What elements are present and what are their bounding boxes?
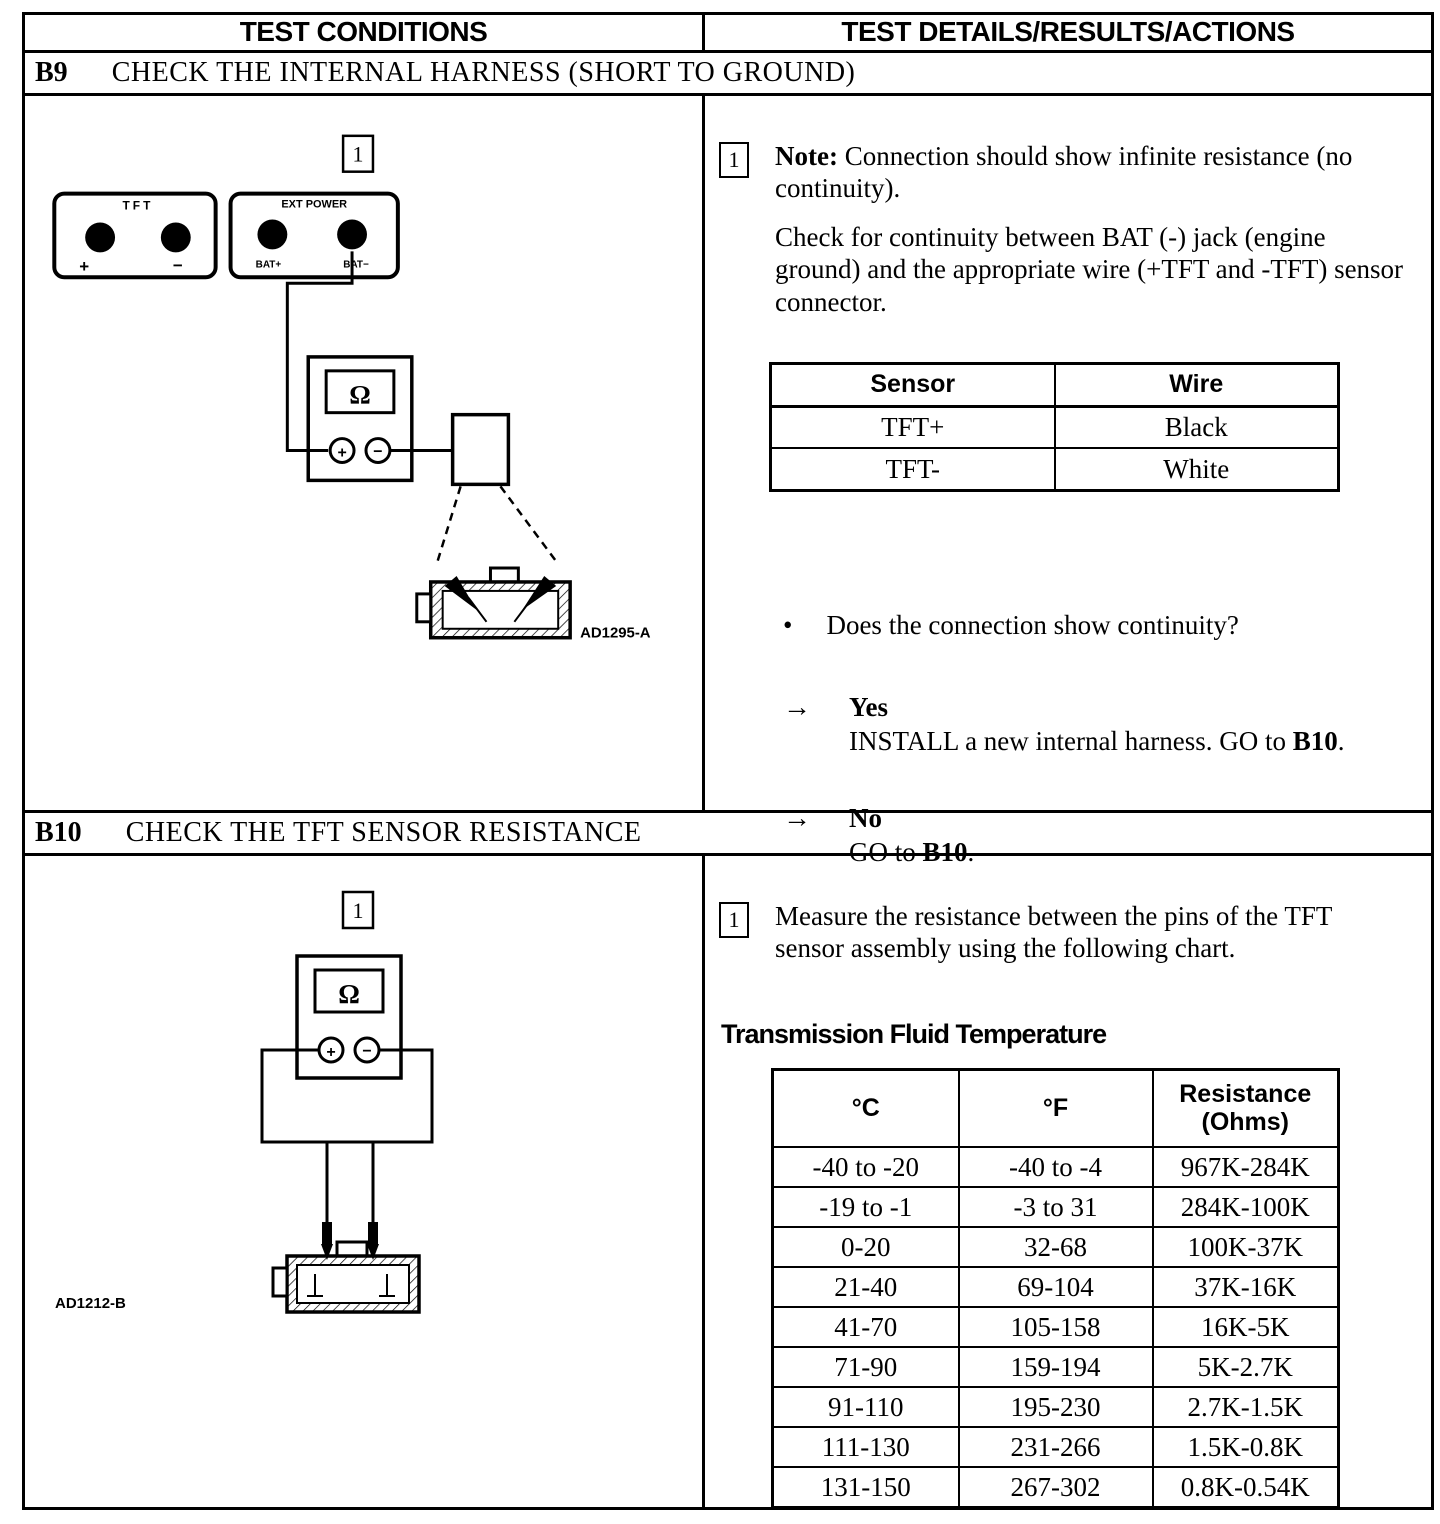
- no-action: GO to B10.: [849, 837, 975, 868]
- table-cell: Black: [1055, 406, 1339, 448]
- yes-label: Yes: [849, 691, 888, 722]
- ohmmeter: [297, 956, 401, 1078]
- column-header-test-conditions: TEST CONDITIONS: [25, 15, 705, 50]
- table-cell: -40 to -20: [773, 1147, 959, 1187]
- table-cell: 131-150: [773, 1467, 959, 1507]
- table-cell: 0.8K-0.54K: [1153, 1467, 1339, 1507]
- bat-minus-label: BAT−: [343, 259, 369, 271]
- manual-page: [22, 12, 1434, 1510]
- table-cell: 91-110: [773, 1387, 959, 1427]
- table-row: [773, 1227, 1339, 1267]
- table-row: [773, 1387, 1339, 1427]
- table-cell: -19 to -1: [773, 1187, 959, 1227]
- tft-sensor-connector: [273, 1242, 419, 1312]
- table-cell: 5K-2.7K: [1153, 1347, 1339, 1387]
- b9-test-details-cell: [705, 96, 1431, 868]
- tft-label: TFT: [122, 198, 154, 213]
- table-cell: 41-70: [773, 1307, 959, 1347]
- section-b10-id: B10: [35, 817, 82, 848]
- section-b10-body: [25, 856, 1431, 1507]
- b9-answer-yes: [783, 691, 1431, 759]
- table-cell: 284K-100K: [1153, 1187, 1339, 1227]
- bat-plus-jack: [257, 219, 287, 249]
- table-row: [773, 1267, 1339, 1307]
- figure-id-b10: AD1212-B: [55, 1295, 126, 1312]
- column-header-wire: Wire: [1055, 363, 1339, 406]
- b10-test-details-cell: [705, 856, 1431, 1507]
- table-cell: 0-20: [773, 1227, 959, 1267]
- step-number-box: 1: [719, 902, 749, 938]
- section-b9-title: CHECK THE INTERNAL HARNESS (SHORT TO GROUND): [111, 57, 856, 88]
- table-row: [773, 1147, 1339, 1187]
- table-cell: 159-194: [959, 1347, 1153, 1387]
- step-number: 1: [352, 141, 364, 167]
- b9-test-conditions-cell: [25, 96, 705, 810]
- table-row: [771, 448, 1339, 490]
- bat-plus-label: BAT+: [255, 259, 282, 271]
- table-cell: 111-130: [773, 1427, 959, 1467]
- ohm-symbol: Ω: [349, 379, 371, 410]
- step-number-box: 1: [719, 142, 749, 178]
- arrow-icon: →: [783, 803, 811, 835]
- b10-step-1: [719, 900, 1413, 965]
- table-cell: 105-158: [959, 1307, 1153, 1347]
- table-row: [773, 1467, 1339, 1507]
- b9-question-text: Does the connection show continuity?: [826, 609, 1239, 640]
- table-row: [773, 1307, 1339, 1347]
- probe-tip-right: [368, 1222, 378, 1244]
- meter-minus-terminal: −: [362, 1043, 372, 1060]
- probe-tip-left: [322, 1222, 332, 1244]
- b10-diagram: [25, 856, 705, 1507]
- section-b9-title-row: [25, 53, 1431, 96]
- table-cell: TFT-: [771, 448, 1055, 490]
- table-header-row: [773, 1069, 1339, 1147]
- step-number: 1: [352, 898, 364, 923]
- table-cell: 195-230: [959, 1387, 1153, 1427]
- table-cell: 69-104: [959, 1267, 1153, 1307]
- ext-power-label: EXT POWER: [281, 198, 348, 211]
- tft-minus-label: −: [172, 256, 183, 276]
- table-cell: TFT+: [771, 406, 1055, 448]
- table-row: [773, 1187, 1339, 1227]
- ohmmeter: [308, 357, 412, 480]
- tft-minus-jack: [161, 222, 191, 252]
- table-cell: -40 to -4: [959, 1147, 1153, 1187]
- bat-minus-jack: [337, 219, 367, 249]
- b9-note: Note: Connection should show infinite resistance (no continuity).: [775, 141, 1353, 204]
- b10-instruction: Measure the resistance between the pins of the TFT sensor assembly using the following chart.: [775, 901, 1332, 964]
- yes-action: INSTALL a new internal harness. GO to B10.: [849, 725, 1345, 756]
- column-header-fahrenheit: °F: [959, 1069, 1153, 1147]
- column-header-row: [25, 15, 1431, 53]
- table-cell: 32-68: [959, 1227, 1153, 1267]
- column-header-sensor: Sensor: [771, 363, 1055, 406]
- b9-question: [783, 610, 1431, 641]
- table-cell: 21-40: [773, 1267, 959, 1307]
- table-cell: 231-266: [959, 1427, 1153, 1467]
- probe-block: [453, 415, 509, 485]
- table-cell: 16K-5K: [1153, 1307, 1339, 1347]
- bullet-marker: •: [783, 609, 793, 640]
- temperature-resistance-table: [771, 1068, 1340, 1509]
- tft-plus-label: +: [79, 257, 90, 277]
- meter-minus-terminal: −: [373, 443, 383, 461]
- table-header-row: [771, 363, 1339, 406]
- b10-test-conditions-cell: [25, 856, 705, 1507]
- table-cell: -3 to 31: [959, 1187, 1153, 1227]
- figure-id-b9: AD1295-A: [580, 624, 651, 642]
- column-header-test-details: TEST DETAILS/RESULTS/ACTIONS: [841, 16, 1295, 47]
- b9-diagram: [25, 96, 705, 810]
- table-cell: 2.7K-1.5K: [1153, 1387, 1339, 1427]
- table-cell: 37K-16K: [1153, 1267, 1339, 1307]
- table-cell: 267-302: [959, 1467, 1153, 1507]
- section-b9-id: B9: [35, 57, 68, 88]
- ext-power-panel: [231, 194, 398, 278]
- meter-plus-terminal: +: [337, 444, 347, 462]
- note-label: Note:: [775, 141, 838, 171]
- table-cell: White: [1055, 448, 1339, 490]
- b9-step-1: [719, 140, 1413, 318]
- table-cell: 71-90: [773, 1347, 959, 1387]
- meter-plus-terminal: +: [326, 1044, 336, 1061]
- b9-step-text: [775, 140, 1405, 318]
- no-label: No: [849, 803, 882, 834]
- column-header-celsius: °C: [773, 1069, 959, 1147]
- b9-paragraph: Check for continuity between BAT (-) jack (engine ground) and the appropriate wire (+TFT and -TFT) sensor connector.: [775, 221, 1404, 317]
- table-cell: 1.5K-0.8K: [1153, 1427, 1339, 1467]
- dashed-lead-left: [437, 486, 461, 564]
- table-cell: 100K-37K: [1153, 1227, 1339, 1267]
- dashed-lead-right: [500, 486, 558, 564]
- section-b10-title: CHECK THE TFT SENSOR RESISTANCE: [125, 817, 642, 848]
- column-header-resistance: Resistance (Ohms): [1153, 1069, 1339, 1147]
- sensor-wire-table: [769, 362, 1340, 492]
- table-row: [773, 1427, 1339, 1467]
- tft-plus-jack: [85, 222, 115, 252]
- table-cell: 967K-284K: [1153, 1147, 1339, 1187]
- arrow-icon: →: [783, 691, 811, 723]
- temp-chart-title: Transmission Fluid Temperature: [721, 1018, 1107, 1049]
- ohm-symbol: Ω: [338, 979, 360, 1009]
- table-row: [771, 406, 1339, 448]
- tft-jack-panel: [54, 194, 215, 278]
- table-row: [773, 1347, 1339, 1387]
- test-lead-wire-left: [287, 251, 352, 450]
